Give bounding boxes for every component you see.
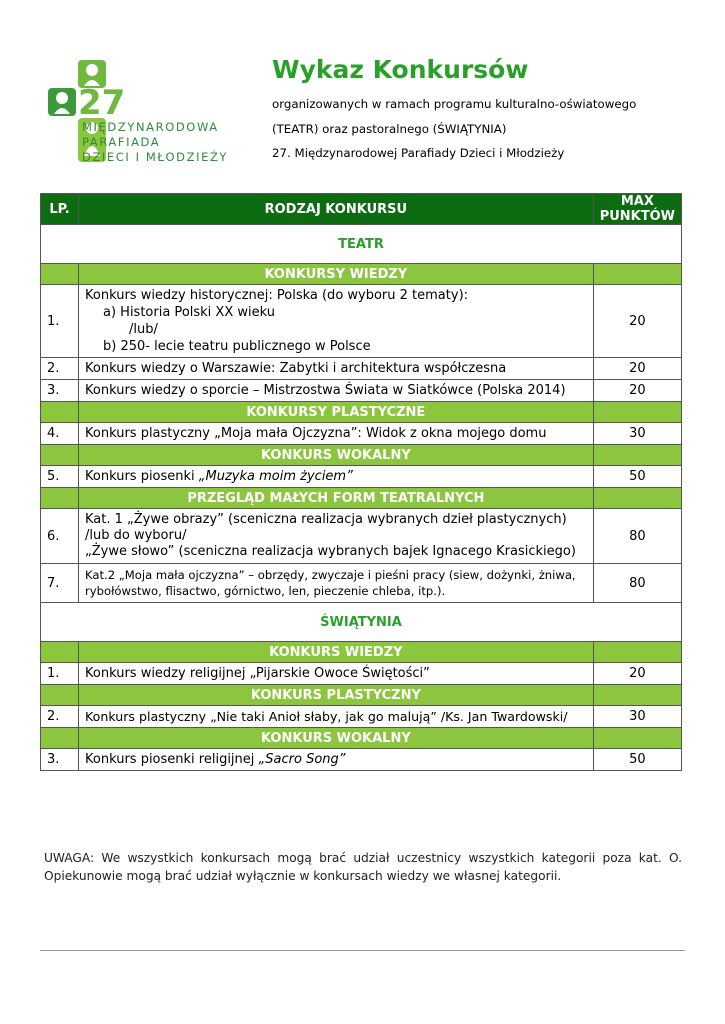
table-row: [41, 663, 682, 685]
table-row: [41, 564, 682, 603]
table-row: [41, 423, 682, 445]
row-lp: 2.: [41, 358, 79, 380]
row-lp: 7.: [41, 564, 79, 603]
row-text-line: /lub do wyboru/: [85, 528, 187, 543]
section-title: TEATR: [41, 225, 682, 264]
header-type: RODZAJ KONKURSU: [79, 194, 594, 225]
row-text-line: b) 250- lecie teatru publicznego w Polsce: [103, 339, 371, 354]
logo-text-line: MIĘDZYNARODOWA: [82, 120, 219, 134]
contest-table: [40, 193, 682, 771]
table-row: [41, 509, 682, 564]
row-lp: 1.: [41, 663, 79, 685]
row-text-line: /lub/: [129, 322, 158, 337]
category-row: [41, 728, 682, 749]
row-text: Konkurs wiedzy o Warszawie: Zabytki i architektura współczesna: [79, 358, 594, 380]
header-max: MAX PUNKTÓW: [593, 194, 681, 225]
table-row: [41, 466, 682, 488]
row-lp: 6.: [41, 509, 79, 564]
table-row: [41, 285, 682, 358]
row-lp: 4.: [41, 423, 79, 445]
row-text: [79, 466, 594, 488]
page-title: Wykaz Konkursów: [272, 55, 529, 84]
row-lp: 3.: [41, 380, 79, 402]
row-max: 30: [593, 706, 681, 728]
category-label: KONKURS WIEDZY: [79, 642, 594, 663]
row-max: 20: [593, 285, 681, 358]
row-lp: 5.: [41, 466, 79, 488]
section-row-teatr: [41, 225, 682, 264]
row-max: 80: [593, 564, 681, 603]
category-row: [41, 402, 682, 423]
row-text-plain: Konkurs piosenki: [85, 469, 199, 484]
note-text: UWAGA: We wszystkich konkursach mogą brać udział uczestnicy wszystkich kategorii poza kat. O. Opiekunowie mogą brać udział wyłącznie w konkursach wiedzy we własnej kategorii.: [44, 851, 682, 883]
row-text: Konkurs plastyczny „Nie taki Anioł słaby, jak go malują” /Ks. Jan Twardowski/: [79, 706, 594, 728]
row-lp: 1.: [41, 285, 79, 358]
row-text: [79, 285, 594, 358]
row-text-line: rybołówstwo, flisactwo, górnictwo, len, pieczenie chleba, itp.).: [85, 584, 446, 598]
row-max: 20: [593, 358, 681, 380]
subtitle-line: organizowanych w ramach programu kulturalno-oświatowego: [272, 97, 637, 111]
row-text-italic: „Muzyka moim życiem”: [198, 469, 353, 484]
section-title: ŚWIĄTYNIA: [41, 603, 682, 642]
row-lp: 3.: [41, 749, 79, 771]
row-lp: 2.: [41, 706, 79, 728]
row-max: 30: [593, 423, 681, 445]
footer-divider: [40, 950, 685, 951]
row-max: 50: [593, 466, 681, 488]
table-row: [41, 706, 682, 728]
category-label: KONKURS WOKALNY: [79, 445, 594, 466]
logo-text-line: DZIECI I MŁODZIEŻY: [82, 150, 229, 164]
table-row: [41, 358, 682, 380]
category-row: [41, 685, 682, 706]
logo-number: 27: [78, 83, 126, 123]
category-row: [41, 642, 682, 663]
category-row: [41, 488, 682, 509]
category-label: KONKURS PLASTYCZNY: [79, 685, 594, 706]
subtitle-line: (TEATR) oraz pastoralnego (ŚWIĄTYNIA): [272, 122, 507, 136]
logo-text-line: PARAFIADA: [82, 135, 161, 149]
row-max: 20: [593, 663, 681, 685]
row-text: [79, 509, 594, 564]
row-text-italic: „Sacro Song”: [258, 752, 346, 767]
table-row: [41, 380, 682, 402]
section-row-swiatynia: [41, 603, 682, 642]
header-lp: LP.: [41, 194, 79, 225]
row-text-line: „Żywe słowo” (sceniczna realizacja wybranych bajek Ignacego Krasickiego): [85, 544, 576, 559]
row-text: [79, 564, 594, 603]
table-header-row: [41, 194, 682, 225]
row-text-plain: Konkurs piosenki religijnej: [85, 752, 259, 767]
category-label: KONKURSY PLASTYCZNE: [79, 402, 594, 423]
row-max: 80: [593, 509, 681, 564]
category-label: PRZEGLĄD MAŁYCH FORM TEATRALNYCH: [79, 488, 594, 509]
row-text-line: Kat. 1 „Żywe obrazy” (sceniczna realizacja wybranych dzieł plastycznych): [85, 512, 567, 527]
table-row: [41, 749, 682, 771]
row-text-line: Konkurs wiedzy historycznej: Polska (do wyboru 2 tematy):: [85, 288, 469, 303]
category-row: [41, 445, 682, 466]
row-text-line: Kat.2 „Moja mała ojczyzna” – obrzędy, zwyczaje i pieśni pracy (siew, dożynki, żniwa,: [85, 568, 576, 582]
category-row: [41, 264, 682, 285]
row-text-line: a) Historia Polski XX wieku: [103, 305, 275, 320]
row-max: 50: [593, 749, 681, 771]
row-text: Konkurs wiedzy o sporcie – Mistrzostwa Świata w Siatkówce (Polska 2014): [79, 380, 594, 402]
category-label: KONKURSY WIEDZY: [79, 264, 594, 285]
logo-text: [82, 120, 228, 165]
row-text: [79, 749, 594, 771]
subtitle-line: 27. Międzynarodowej Parafiady Dzieci i Młodzieży: [272, 146, 565, 160]
row-text: Konkurs wiedzy religijnej „Pijarskie Owoce Świętości”: [79, 663, 594, 685]
category-label: KONKURS WOKALNY: [79, 728, 594, 749]
row-text: Konkurs plastyczny „Moja mała Ojczyzna”: Widok z okna mojego domu: [79, 423, 594, 445]
row-max: 20: [593, 380, 681, 402]
